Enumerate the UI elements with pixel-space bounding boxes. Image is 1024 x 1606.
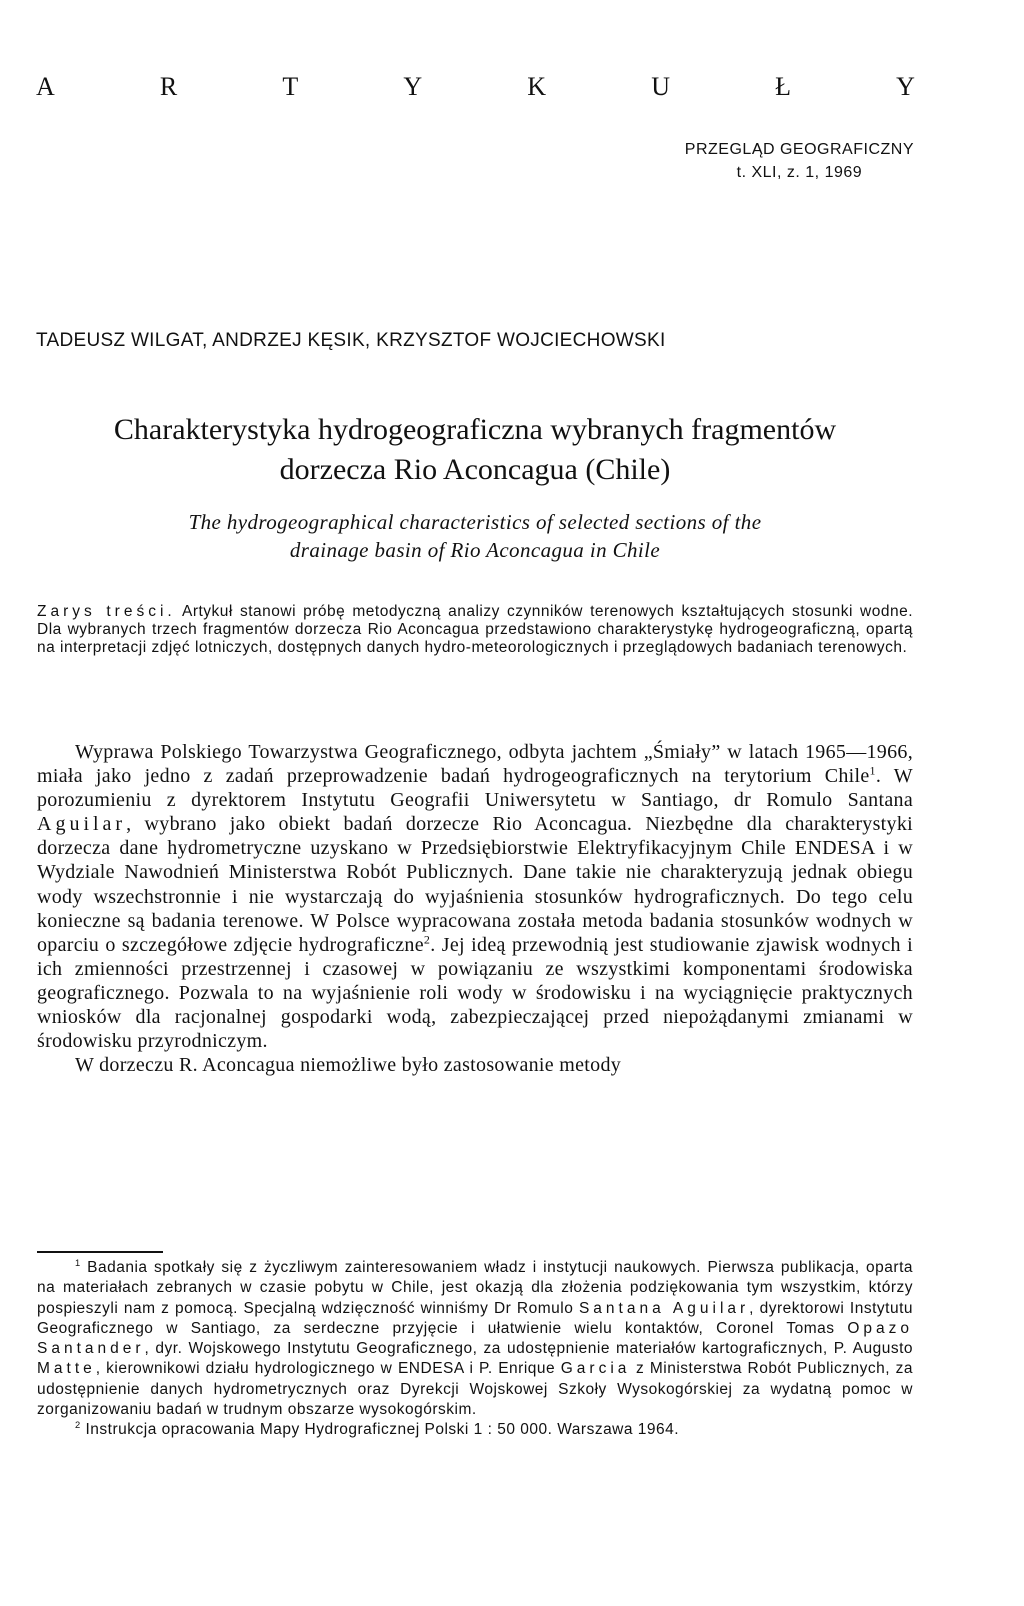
person-name: Santana Aguilar (578, 1299, 750, 1317)
abstract (37, 603, 913, 658)
abstract-text: Artykuł stanowi próbę metodyczną analizy czynników terenowych kształtujących stosunki wodne. Dla wybranych trzech fragmentów dorzecza Rio Aconcagua przedstawiono charakterystykę hydrogeograficzną, opartą na interpretacji zdjęć lotniczych, dostępnych danych hydro-meteorologicznych i przeglądowych badaniach terenowych. (37, 603, 914, 657)
section-letter: T (282, 72, 300, 101)
title-english-line: drainage basin of Rio Aconcagua in Chile (289, 538, 661, 562)
footnote-ref: 2 (423, 932, 431, 947)
person-name: Garcia (560, 1360, 631, 1378)
section-letter: Y (403, 72, 424, 101)
journal-info (685, 138, 914, 184)
journal-volume: t. XLI, z. 1, 1969 (736, 164, 863, 181)
footnotes (37, 1258, 913, 1441)
title-english (30, 508, 920, 564)
footnote-mark: 1 (75, 1257, 81, 1268)
paragraph (37, 740, 913, 1053)
person-name: Aguilar (37, 813, 127, 836)
title-polish-line: dorzecza Rio Aconcagua (Chile) (279, 453, 671, 486)
paragraph-text: . Jej ideą przewodnią jest studiowanie zjawisk wodnych i ich zmienności przestrzennej i czasowej w powiązaniu ze wszystkimi komponentami środowiska geograficznego. Pozwala to na wyjaśnienie roli wody w środowisku i na wyciągnięcie praktycznych wniosków dla racjonalnej gospodarki wodą, zabezpieczającej przed niepożądanymi zmianami w środowisku przyrodniczym. (37, 933, 913, 1053)
abstract-label: Zarys treści. (37, 603, 176, 620)
section-letter: A (36, 72, 56, 101)
title-polish-line: Charakterystyka hydrogeograficzna wybranych fragmentów (113, 413, 837, 446)
paragraph-text: Wyprawa Polskiego Towarzystwa Geograficznego, odbyta jachtem „Śmiały” w latach 1965—1966, miała jako jedno z zadań przeprowadzenie badań hydrogeograficznych na terytorium Chile (37, 741, 913, 788)
footnote-text: , dyrektorowi Instytutu Geograficznego w Santiago, za serdeczne przyjęcie i ułatwienie wielu kontaktów, Coronel Tomas (37, 1299, 913, 1337)
body-text (37, 740, 913, 1077)
section-letter: K (527, 72, 548, 101)
footnote-text: , kierownikowi działu hydrologicznego w ENDESA i P. Enrique (95, 1360, 556, 1378)
person-name: Matte (37, 1360, 96, 1378)
section-letter: R (159, 72, 179, 101)
section-letter: Y (896, 72, 916, 101)
section-letter: Ł (775, 72, 792, 101)
footnote-mark: 2 (75, 1420, 81, 1431)
footnote-text: z Ministerstwa Robót Publicznych, za udostępnienie danych hydrometrycznych oraz Dyrekcji Wojskowej Szkoły Wysokogórskiej za wydatną pomoc w zorganizowaniu badań w trudnym obszarze wysokogórskim. (37, 1360, 913, 1419)
section-heading-artykuly (36, 72, 916, 102)
footnote-text: Instrukcja opracowania Mapy Hydrograficznej Polski 1 : 50 000. Warszawa 1964. (85, 1421, 680, 1439)
person-name: Opazo Santander (37, 1319, 914, 1358)
footnote (37, 1258, 913, 1420)
authors: TADEUSZ WILGAT, ANDRZEJ KĘSIK, KRZYSZTOF WOJCIECHOWSKI (36, 330, 666, 351)
footnote-divider (37, 1251, 163, 1253)
paragraph-text: . W porozumieniu z dyrektorem Instytutu Geografii Uniwersytetu w Santiago, dr Romulo Santana (37, 765, 913, 812)
journal-name: PRZEGLĄD GEOGRAFICZNY (684, 141, 914, 158)
footnote-text: , dyr. Wojskowego Instytutu Geograficznego, za udostępnienie materiałów kartograficznych, P. Augusto (144, 1340, 913, 1358)
title-polish (30, 410, 920, 490)
footnote (37, 1420, 913, 1440)
footnote-text: Badania spotkały się z życzliwym zainteresowaniem władz i instytucji naukowych. Pierwsza publikacja, oparta na materiałach zebranych w czasie pobytu w Chile, jest okazją dla złożenia podziękowania tym wszystkim, którzy pospieszyli nam z pomocą. Specjalną wdzięczność winniśmy Dr Romulo (37, 1259, 913, 1317)
paragraph-text: , wybrano jako obiekt badań dorzecze Rio Aconcagua. Niezbędne dla charakterystyki dorzecza dane hydrometryczne uzyskano w Przedsiębiorstwie Elektryfikacyjnym Chile ENDESA i w Wydziale Nawodnień Ministerstwa Robót Publicznych. Dane takie nie charakteryzują jednak obiegu wody wszechstronnie i nie wystarczają do wyjaśnienia stosunków hydrograficznych. Do tego celu konieczne są badania terenowe. W Polsce wypracowana została metoda badania stosunków wodnych w oparciu o szczegółowe zdjęcie hydrograficzne (37, 813, 913, 956)
section-letter: U (651, 72, 671, 101)
title-english-line: The hydrogeographical characteristics of selected sections of the (188, 510, 762, 534)
footnote-ref: 1 (869, 763, 876, 778)
paragraph: W dorzeczu R. Aconcagua niemożliwe było zastosowanie metody (75, 1054, 622, 1077)
